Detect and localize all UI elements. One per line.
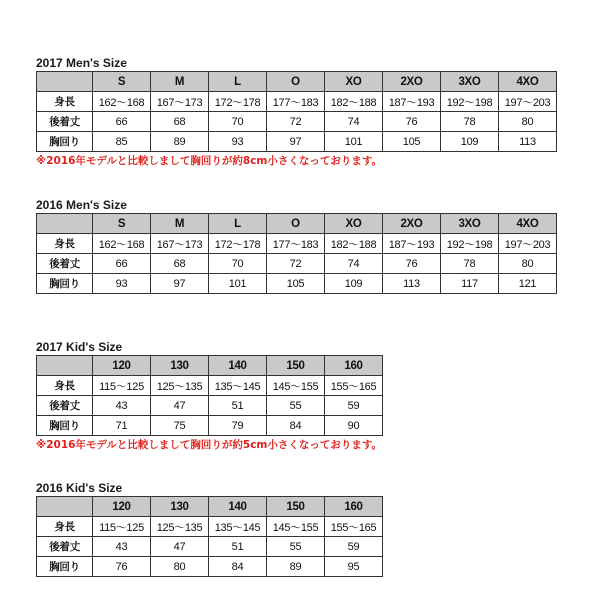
- table-cell: 135〜145: [209, 517, 267, 537]
- size-header: 2XO: [383, 214, 441, 234]
- corner-cell: [37, 72, 93, 92]
- size-header: 140: [209, 356, 267, 376]
- table-cell: 43: [93, 396, 151, 416]
- table-cell: 43: [93, 537, 151, 557]
- men-2016-section: [36, 198, 557, 294]
- table-cell: 47: [151, 537, 209, 557]
- table-cell: 115〜125: [93, 517, 151, 537]
- table-cell: 89: [267, 557, 325, 577]
- row-label-chest: 胸回り: [37, 416, 93, 436]
- table-cell: 145〜155: [267, 376, 325, 396]
- table-cell: 90: [325, 416, 383, 436]
- table-cell: 177〜183: [267, 92, 325, 112]
- size-header: 4XO: [499, 72, 557, 92]
- table-row: [37, 557, 383, 577]
- table-cell: 155〜165: [325, 517, 383, 537]
- kid-2017-size-table: [36, 355, 383, 436]
- table-cell: 55: [267, 537, 325, 557]
- table-cell: 117: [441, 274, 499, 294]
- table-cell: 145〜155: [267, 517, 325, 537]
- size-header: 130: [151, 497, 209, 517]
- table-cell: 192〜198: [441, 92, 499, 112]
- table-row: [37, 517, 383, 537]
- table-cell: 74: [325, 112, 383, 132]
- size-header: L: [209, 214, 267, 234]
- row-label-length: 後着丈: [37, 396, 93, 416]
- table-row: [37, 234, 557, 254]
- table-cell: 80: [499, 254, 557, 274]
- size-header: 120: [93, 356, 151, 376]
- size-header: 2XO: [383, 72, 441, 92]
- table-cell: 182〜188: [325, 92, 383, 112]
- table-cell: 162〜168: [93, 234, 151, 254]
- table-cell: 80: [499, 112, 557, 132]
- table-cell: 95: [325, 557, 383, 577]
- header-row: [37, 72, 557, 92]
- kid-2016-section: [36, 481, 383, 577]
- corner-cell: [37, 356, 93, 376]
- table-cell: 68: [151, 254, 209, 274]
- men-2016-title: 2016 Men's Size: [36, 198, 127, 212]
- table-cell: 89: [151, 132, 209, 152]
- size-header: O: [267, 72, 325, 92]
- table-cell: 93: [209, 132, 267, 152]
- table-cell: 197〜203: [499, 234, 557, 254]
- size-header: 4XO: [499, 214, 557, 234]
- row-label-chest: 胸回り: [37, 274, 93, 294]
- table-cell: 84: [267, 416, 325, 436]
- table-cell: 80: [151, 557, 209, 577]
- size-header: 160: [325, 356, 383, 376]
- table-cell: 76: [383, 112, 441, 132]
- table-row: [37, 274, 557, 294]
- table-cell: 78: [441, 112, 499, 132]
- men-2017-note: ※2016年モデルと比較しまして胸回りが約8cm小さくなっております。: [36, 155, 383, 167]
- header-row: [37, 356, 383, 376]
- table-cell: 78: [441, 254, 499, 274]
- size-header: S: [93, 72, 151, 92]
- table-row: [37, 537, 383, 557]
- row-label-height: 身長: [37, 92, 93, 112]
- table-cell: 59: [325, 537, 383, 557]
- table-cell: 125〜135: [151, 376, 209, 396]
- size-header: 3XO: [441, 72, 499, 92]
- size-header: 150: [267, 497, 325, 517]
- size-header: M: [151, 214, 209, 234]
- table-cell: 47: [151, 396, 209, 416]
- table-cell: 59: [325, 396, 383, 416]
- corner-cell: [37, 497, 93, 517]
- men-2017-title: 2017 Men's Size: [36, 56, 127, 70]
- table-cell: 109: [441, 132, 499, 152]
- table-cell: 66: [93, 112, 151, 132]
- table-cell: 121: [499, 274, 557, 294]
- kid-2016-title: 2016 Kid's Size: [36, 481, 123, 495]
- table-cell: 172〜178: [209, 234, 267, 254]
- size-header: 150: [267, 356, 325, 376]
- size-header: L: [209, 72, 267, 92]
- kid-2017-title: 2017 Kid's Size: [36, 340, 123, 354]
- table-cell: 85: [93, 132, 151, 152]
- table-cell: 172〜178: [209, 92, 267, 112]
- row-label-length: 後着丈: [37, 537, 93, 557]
- row-label-length: 後着丈: [37, 112, 93, 132]
- table-row: [37, 376, 383, 396]
- table-cell: 192〜198: [441, 234, 499, 254]
- table-cell: 182〜188: [325, 234, 383, 254]
- men-2016-size-table: [36, 213, 557, 294]
- table-cell: 115〜125: [93, 376, 151, 396]
- table-cell: 125〜135: [151, 517, 209, 537]
- table-cell: 84: [209, 557, 267, 577]
- size-header: 130: [151, 356, 209, 376]
- size-header: 160: [325, 497, 383, 517]
- table-cell: 187〜193: [383, 92, 441, 112]
- table-cell: 76: [93, 557, 151, 577]
- table-cell: 68: [151, 112, 209, 132]
- kid-2016-size-table: [36, 496, 383, 577]
- table-cell: 55: [267, 396, 325, 416]
- row-label-chest: 胸回り: [37, 132, 93, 152]
- table-row: [37, 254, 557, 274]
- size-header: XO: [325, 72, 383, 92]
- size-header: 3XO: [441, 214, 499, 234]
- table-cell: 72: [267, 254, 325, 274]
- header-row: [37, 214, 557, 234]
- row-label-length: 後着丈: [37, 254, 93, 274]
- row-label-height: 身長: [37, 376, 93, 396]
- row-label-chest: 胸回り: [37, 557, 93, 577]
- table-cell: 162〜168: [93, 92, 151, 112]
- size-header: M: [151, 72, 209, 92]
- table-cell: 51: [209, 396, 267, 416]
- table-cell: 70: [209, 254, 267, 274]
- table-cell: 74: [325, 254, 383, 274]
- table-cell: 155〜165: [325, 376, 383, 396]
- table-cell: 105: [383, 132, 441, 152]
- table-cell: 79: [209, 416, 267, 436]
- men-2017-size-table: [36, 71, 557, 152]
- table-cell: 101: [209, 274, 267, 294]
- table-cell: 72: [267, 112, 325, 132]
- table-cell: 76: [383, 254, 441, 274]
- size-header: 140: [209, 497, 267, 517]
- table-cell: 66: [93, 254, 151, 274]
- size-header: 120: [93, 497, 151, 517]
- table-cell: 71: [93, 416, 151, 436]
- table-cell: 167〜173: [151, 234, 209, 254]
- table-cell: 197〜203: [499, 92, 557, 112]
- table-row: [37, 416, 383, 436]
- table-cell: 93: [93, 274, 151, 294]
- table-row: [37, 132, 557, 152]
- row-label-height: 身長: [37, 234, 93, 254]
- table-cell: 105: [267, 274, 325, 294]
- table-cell: 101: [325, 132, 383, 152]
- table-cell: 187〜193: [383, 234, 441, 254]
- header-row: [37, 497, 383, 517]
- kid-2017-section: [36, 340, 383, 452]
- table-cell: 75: [151, 416, 209, 436]
- table-cell: 51: [209, 537, 267, 557]
- row-label-height: 身長: [37, 517, 93, 537]
- size-header: O: [267, 214, 325, 234]
- table-cell: 109: [325, 274, 383, 294]
- table-cell: 70: [209, 112, 267, 132]
- table-row: [37, 92, 557, 112]
- table-cell: 97: [267, 132, 325, 152]
- table-cell: 135〜145: [209, 376, 267, 396]
- table-cell: 177〜183: [267, 234, 325, 254]
- table-row: [37, 396, 383, 416]
- size-header: XO: [325, 214, 383, 234]
- men-2017-section: [36, 56, 557, 168]
- table-cell: 97: [151, 274, 209, 294]
- kid-2017-note: ※2016年モデルと比較しまして胸回りが約5cm小さくなっております。: [36, 439, 383, 451]
- table-cell: 167〜173: [151, 92, 209, 112]
- table-cell: 113: [383, 274, 441, 294]
- corner-cell: [37, 214, 93, 234]
- size-header: S: [93, 214, 151, 234]
- table-cell: 113: [499, 132, 557, 152]
- table-row: [37, 112, 557, 132]
